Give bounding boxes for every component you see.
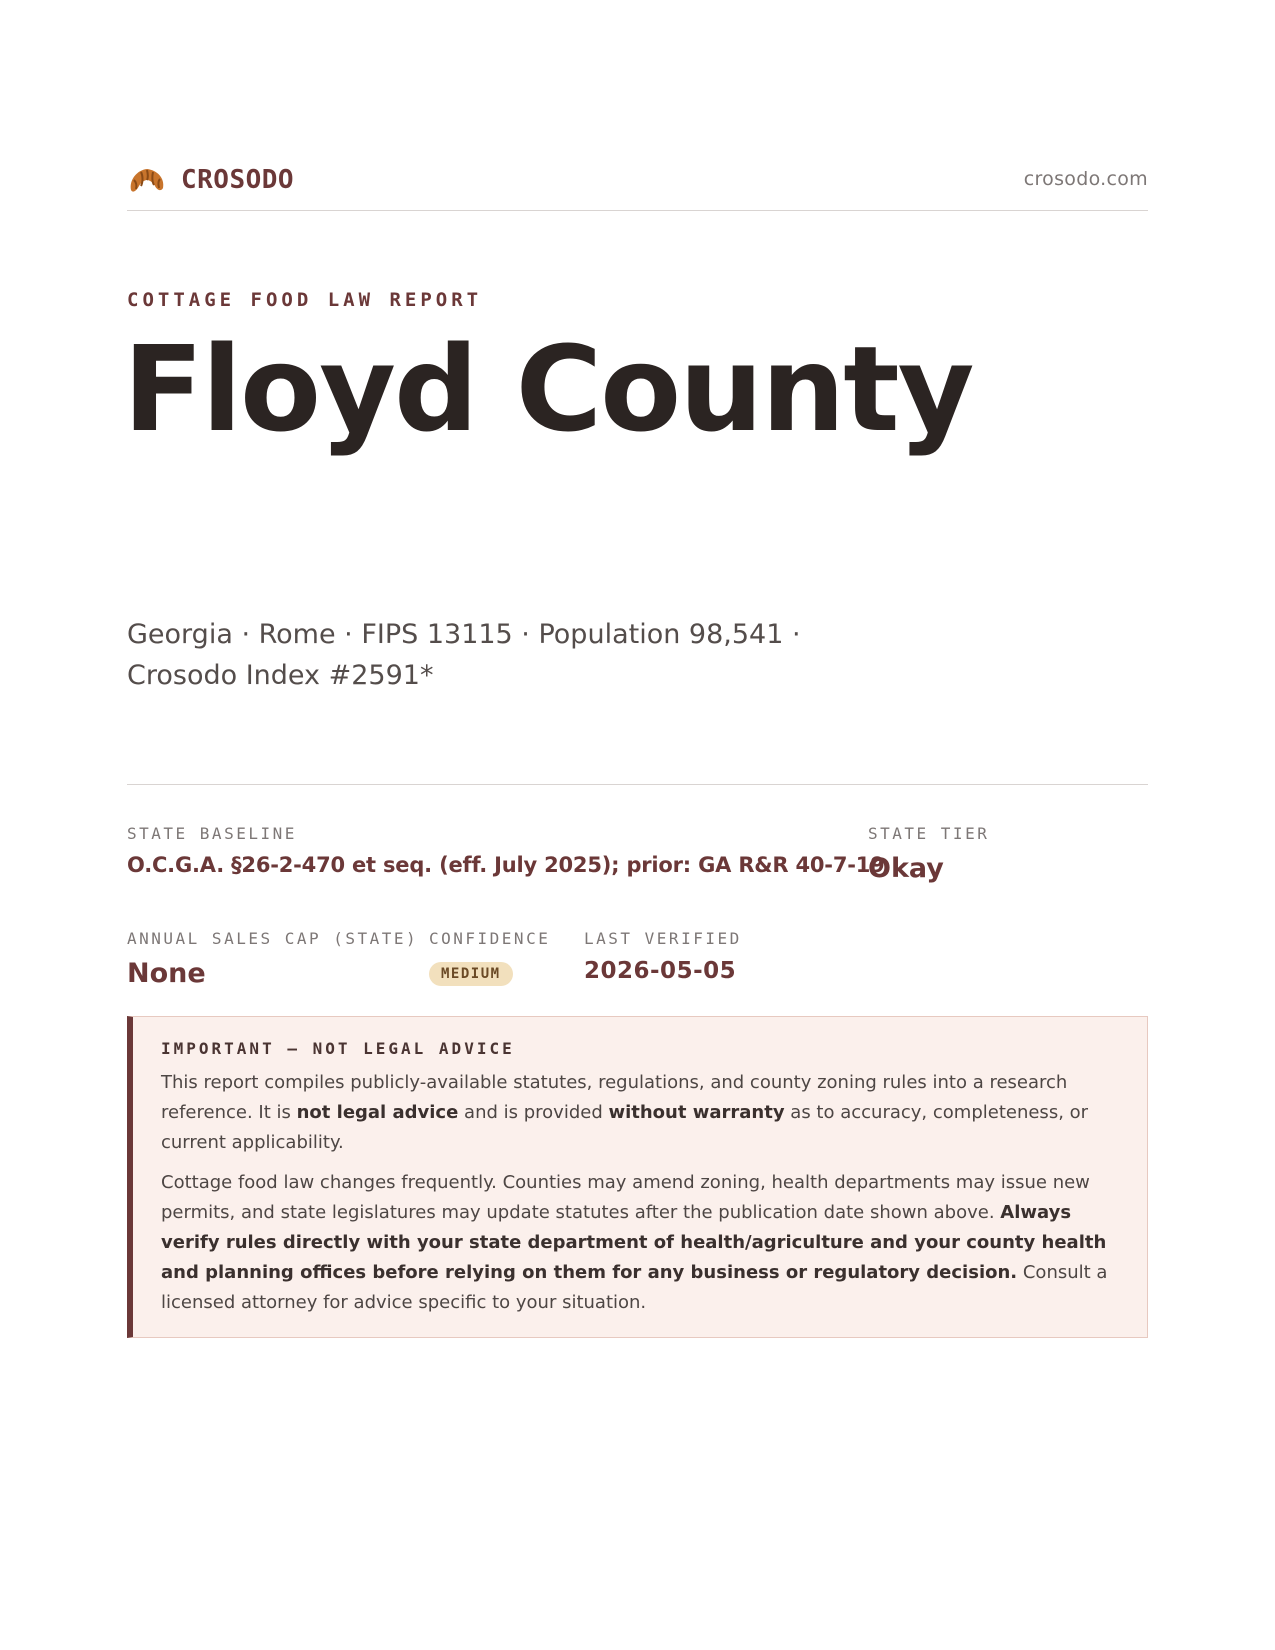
fact-last-verified (584, 929, 742, 984)
report-page (123, 0, 1148, 1650)
croissant-icon (127, 162, 167, 198)
disclaimer-text: This report compiles publicly-available statutes, regulations, and county zoning rules into a research reference. It is (161, 1072, 1068, 1123)
section-divider (127, 784, 1148, 785)
brand-name: CROSODO (181, 165, 295, 195)
legal-disclaimer (127, 1016, 1148, 1338)
report-eyebrow: COTTAGE FOOD LAW REPORT (127, 289, 483, 311)
disclaimer-text: as to accuracy, completeness, or current applicability. (161, 1102, 1089, 1153)
fact-value: O.C.G.A. §26-2-470 et seq. (eff. July 2025); prior: GA R&R 40-7-19 (127, 853, 885, 877)
disclaimer-text: and is provided (458, 1102, 609, 1123)
disclaimer-emphasis: without warranty (608, 1102, 785, 1123)
report-subtitle: Georgia · Rome · FIPS 13115 · Population 98,541 · Crosodo Index #2591* (127, 619, 801, 691)
page-header (127, 160, 1148, 211)
fact-label: STATE TIER (868, 824, 990, 843)
disclaimer-emphasis: Always verify rules directly with your state department of health/agriculture and your county health and planning offices before relying on them for any business or regulatory decision. (161, 1202, 1107, 1283)
disclaimer-paragraph (161, 1168, 1121, 1318)
disclaimer-text: Cottage food law changes frequently. Counties may amend zoning, health departments may issue new permits, and state legislatures may update statutes after the publication date shown above. (161, 1172, 1090, 1223)
brand (127, 160, 294, 200)
disclaimer-emphasis: not legal advice (296, 1102, 459, 1123)
fact-value: 2026-05-05 (584, 958, 737, 984)
fact-annual-sales-cap (127, 929, 418, 989)
fact-value: None (127, 958, 206, 989)
disclaimer-text: Consult a licensed attorney for advice specific to your situation. (161, 1262, 1108, 1313)
fact-label: STATE BASELINE (127, 824, 297, 843)
disclaimer-paragraph (161, 1068, 1121, 1158)
fact-label: ANNUAL SALES CAP (STATE) (127, 929, 419, 948)
site-url[interactable]: crosodo.com (1023, 168, 1148, 190)
page-title: Floyd County (123, 320, 973, 458)
fact-state-tier (868, 824, 989, 884)
fact-label: LAST VERIFIED (584, 929, 742, 948)
fact-state-baseline (127, 824, 885, 877)
fact-confidence (429, 929, 550, 986)
fact-value: Okay (868, 853, 944, 884)
fact-label: CONFIDENCE (429, 929, 551, 948)
disclaimer-title: IMPORTANT — NOT LEGAL ADVICE (161, 1039, 515, 1058)
confidence-badge: MEDIUM (429, 962, 513, 986)
